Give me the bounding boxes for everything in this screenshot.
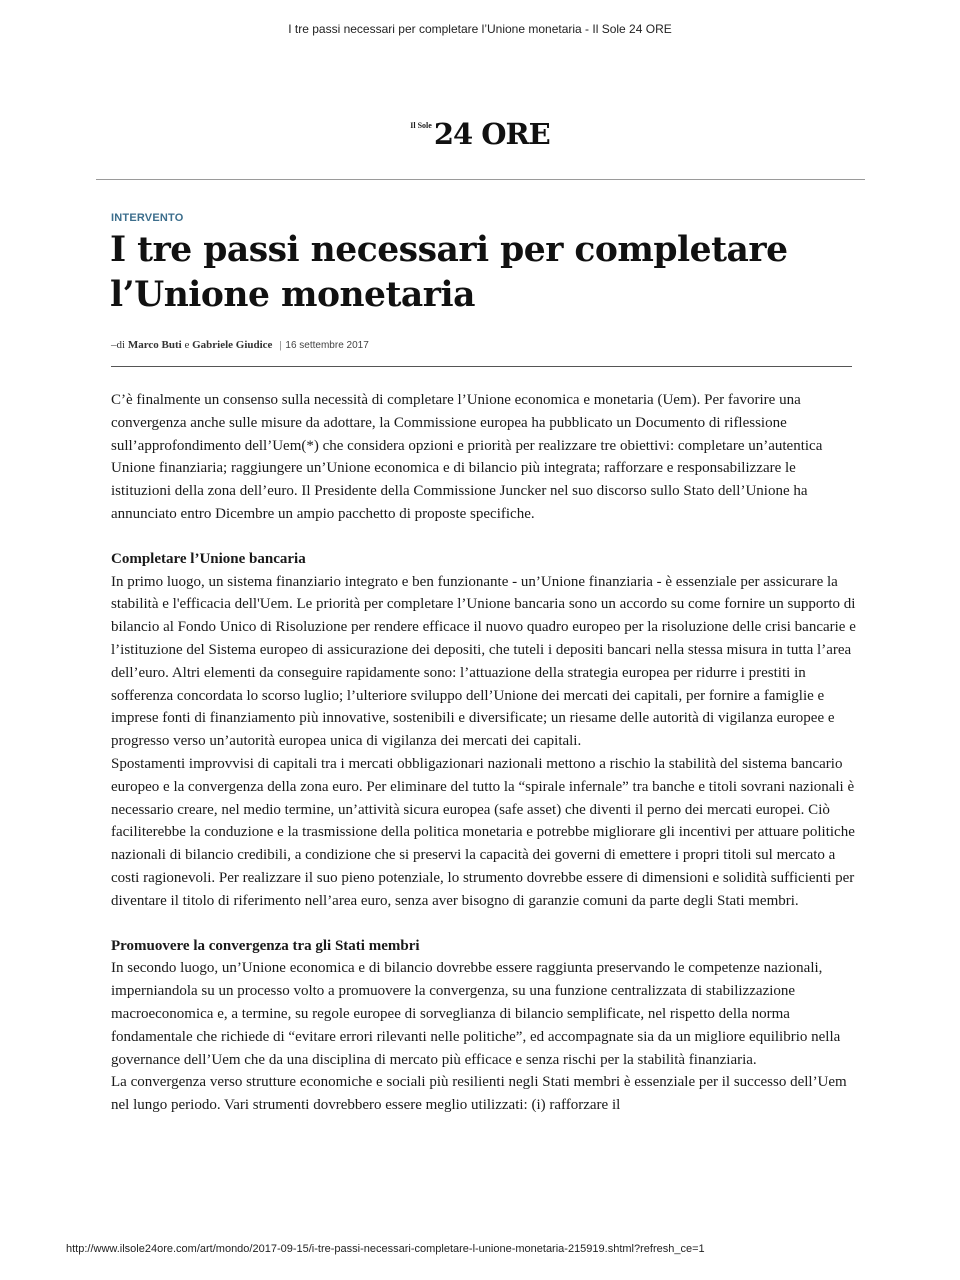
print-footer-url: http://www.ilsole24ore.com/art/mondo/2017-09-15/i-tre-passi-necessari-completare-l-unione-monetaria-215919.shtml?refresh_ce=1 [66,1243,705,1255]
byline-prefix: –di [111,339,126,351]
body-paragraph: In secondo luogo, un’Unione economica e di bilancio dovrebbe essere raggiunta preservando le competenze nazionali, imperniandola su un processo volto a promuovere la convergenza, su una funzione centralizzata di stabilizzazione macroeconomica e, a termine, su regole europee di sorveglianza di bilancio semplificate, nel rispetto della norma fondamentale che richiede di “evitare errori rilevanti nelle politiche”, ed accompagnate sia da un migliore equilibrio nella governance dell’Uem che da una disciplina di mercato più efficace e senza rischi per la stabilità finanziaria. [111,960,841,1068]
newspaper-logo[interactable] [0,117,960,151]
body-paragraph: Spostamenti improvvisi di capitali tra i mercati obbligazionari nazionali mettono a rischio la stabilità del sistema bancario europeo e la convergenza della zona euro. Per eliminare del tutto la “spirale infernale” tra banche e titoli sovrani nazionali è necessario creare, nel medio termine, un’attività sicura europea (safe asset) che diventi il perno dei mercati europei. Ciò faciliterebbe la conduzione e la trasmissione della politica monetaria e potrebbe migliorare gli incentivi per attuare politiche nazionali di bilancio credibili, a condizione che si preservi la capacità dei governi di emettere i propri titoli sul mercato a costi ragionevoli. Per realizzare il suo pieno potenziale, lo strumento dovrebbe essere di dimensioni e solidità sufficienti per diventare il titolo di riferimento nell’area euro, senza aver bisogno di garanzie comuni da parte degli Stati membri. [111,755,855,909]
byline [111,339,369,351]
article-category[interactable]: INTERVENTO [111,212,184,224]
body-paragraph: In primo luogo, un sistema finanziario integrato e ben funzionante - un’Unione finanziaria - è essenziale per assicurare la stabilità e l'efficacia dell'Uem. Le priorità per completare l’Unione bancaria sono un accordo su come fornire un supporto di bilancio al Fondo Unico di Risoluzione per rendere efficace il nuovo quadro europeo per la risoluzione delle crisi bancarie e l’istituzione del Sistema europeo di assicurazione dei depositi, che tuteli i depositi bancari nella stessa misura in tutta l’area dell’euro. Altri elementi da conseguire rapidamente sono: l’attuazione della strategia europea per ridurre i prestiti in sofferenza concordata lo scorso luglio; l’ulteriore sviluppo dell’Unione dei mercati dei capitali, per fornire a famiglie e imprese fonti di finanziamento più innovative, sostenibili e diversificate; un riesame delle autorità di vigilanza europee e progresso verso un’autorità europea unica di vigilanza dei mercati dei capitali. [111,573,856,750]
article-title: I tre passi necessari per completare l’Unione monetaria [110,230,788,315]
byline-conjunction: e [184,339,190,351]
article-body [111,389,856,1117]
body-paragraph: La convergenza verso strutture economiche e sociali più resilienti negli Stati membri è essenziale per il successo dell’Uem nel lungo periodo. Vari strumenti dovrebbero essere meglio utilizzati: (i) rafforzare il [111,1074,847,1114]
intro-paragraph: C’è finalmente un consenso sulla necessità di completare l’Unione economica e monetaria (Uem). Per favorire una convergenza anche sulle misure da adottare, la Commissione europea ha pubblicato un Documento di riflessione sull’approfondimento dell’Uem(*) che considera opzioni e priorità per realizzare tre obiettivi: completare un’autentica Unione finanziaria; raggiungere un’Unione economica e di bilancio più integrata; rafforzare e responsabilizzare le istituzioni della zona dell’euro. Il Presidente della Commissione Juncker nel suo discorso sullo Stato dell’Unione ha annunciato entro Dicembre un ampio pacchetto di proposte specifiche. [111,392,823,522]
header-divider [96,179,865,180]
section-heading: Completare l’Unione bancaria [111,550,306,567]
byline-separator: | [279,339,282,351]
print-header: I tre passi necessari per completare l’Unione monetaria - Il Sole 24 ORE [288,22,672,36]
author-link[interactable]: Gabriele Giudice [192,339,273,351]
logo-main-text: 24 ORE [433,117,550,151]
section-heading: Promuovere la convergenza tra gli Stati membri [111,937,420,954]
logo-small-text: Il Sole [410,121,432,130]
byline-divider [111,366,852,367]
publish-date: 16 settembre 2017 [285,340,369,351]
paragraph-spacer [111,913,856,935]
author-link[interactable]: Marco Buti [127,339,182,351]
paragraph-spacer [111,526,856,548]
